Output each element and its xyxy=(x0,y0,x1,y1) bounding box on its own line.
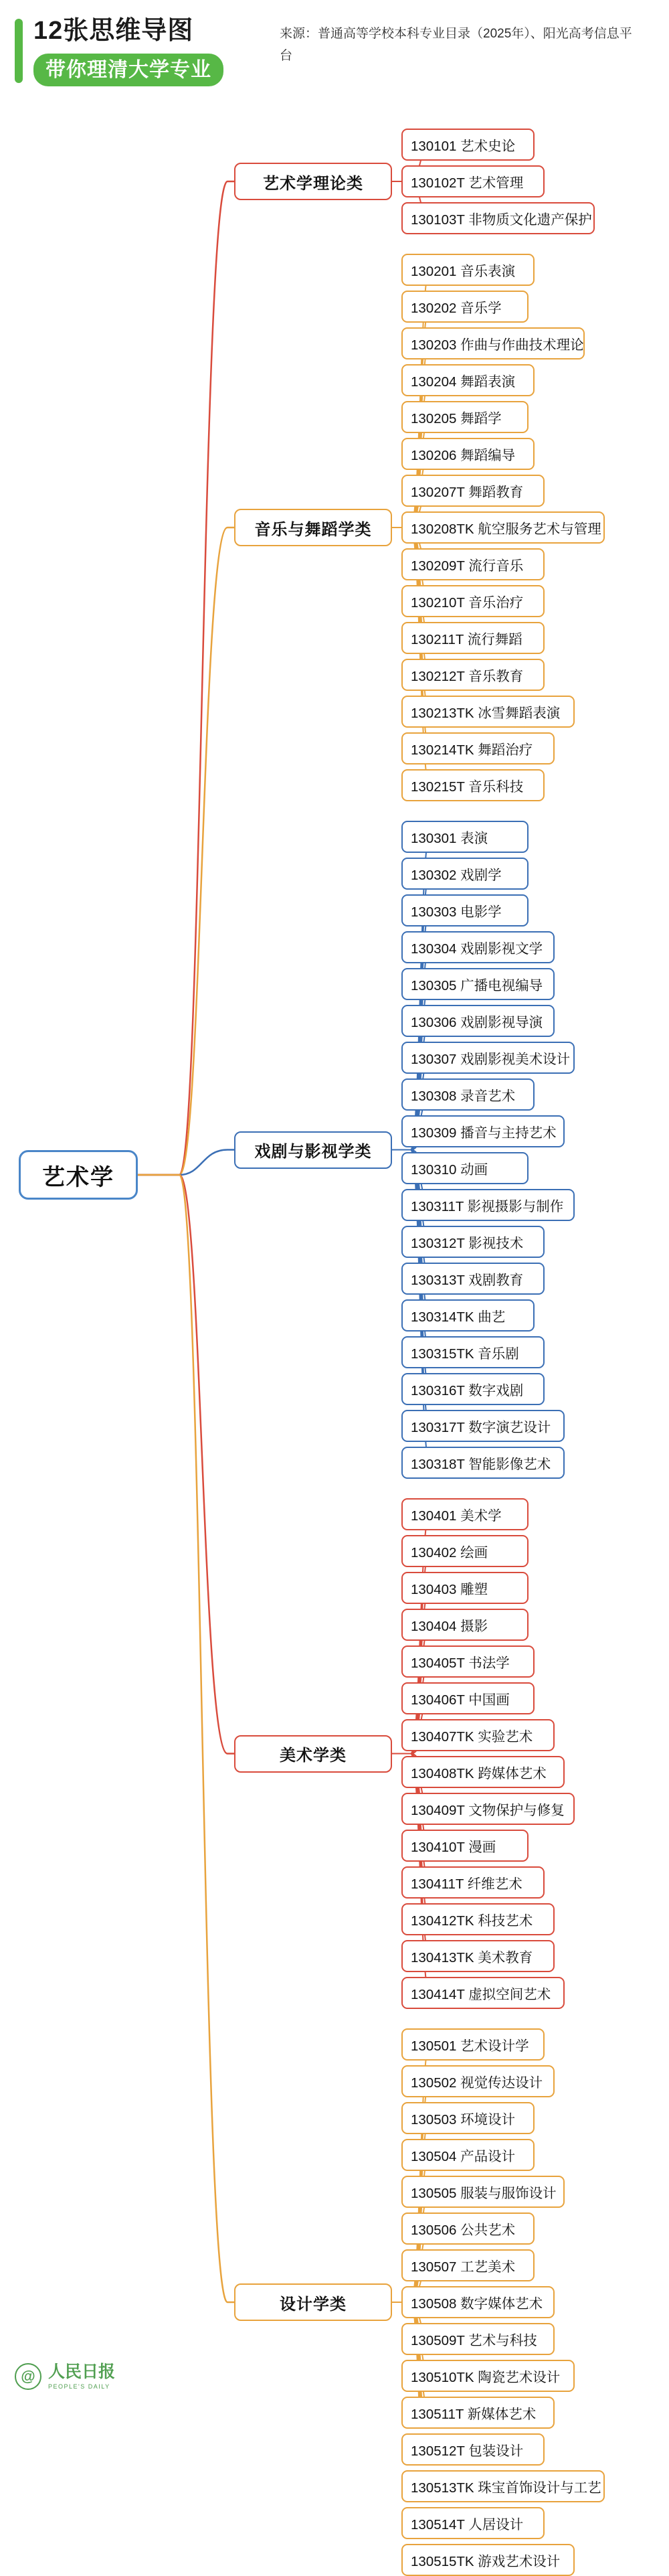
leaf-node: 130316T 数字戏剧 xyxy=(401,1373,545,1405)
headline-primary: 12张思维导图 xyxy=(33,16,194,45)
leaf-node: 130206 舞蹈编导 xyxy=(401,438,535,470)
leaf-node: 130510TK 陶瓷艺术设计 xyxy=(401,2360,575,2392)
root-node: 艺术学 xyxy=(19,1150,138,1200)
leaf-node: 130211T 流行舞蹈 xyxy=(401,622,545,654)
leaf-node: 130213TK 冰雪舞蹈表演 xyxy=(401,696,575,728)
logo-icon: @ xyxy=(15,2363,41,2390)
leaf-node: 130315TK 音乐剧 xyxy=(401,1336,545,1368)
leaf-node: 130317T 数字演艺设计 xyxy=(401,1410,565,1442)
category-node: 设计学类 xyxy=(234,2283,392,2321)
leaf-node: 130514T 人居设计 xyxy=(401,2507,545,2539)
headline-secondary: 带你理清大学专业 xyxy=(33,54,223,86)
leaf-node: 130309 播音与主持艺术 xyxy=(401,1115,565,1147)
leaf-node: 130401 美术学 xyxy=(401,1498,529,1530)
category-node: 艺术学理论类 xyxy=(234,163,392,200)
leaf-node: 130201 音乐表演 xyxy=(401,254,535,286)
leaf-node: 130404 摄影 xyxy=(401,1609,529,1641)
leaf-node: 130311T 影视摄影与制作 xyxy=(401,1189,575,1221)
leaf-node: 130306 戏剧影视导演 xyxy=(401,1005,555,1037)
leaf-node: 130103T 非物质文化遗产保护 xyxy=(401,202,595,234)
leaf-node: 130310 动画 xyxy=(401,1152,529,1184)
leaf-node: 130511T 新媒体艺术 xyxy=(401,2397,555,2429)
leaf-node: 130204 舞蹈表演 xyxy=(401,364,535,396)
leaf-node: 130410T 漫画 xyxy=(401,1830,529,1862)
leaf-node: 130208TK 航空服务艺术与管理 xyxy=(401,511,605,544)
leaf-node: 130403 雕塑 xyxy=(401,1572,529,1604)
leaf-node: 130412TK 科技艺术 xyxy=(401,1903,555,1935)
leaf-node: 130209T 流行音乐 xyxy=(401,548,545,580)
leaf-node: 130314TK 曲艺 xyxy=(401,1299,535,1332)
category-node: 音乐与舞蹈学类 xyxy=(234,509,392,546)
leaf-node: 130101 艺术史论 xyxy=(401,129,535,161)
leaf-node: 130509T 艺术与科技 xyxy=(401,2323,555,2355)
leaf-node: 130308 录音艺术 xyxy=(401,1078,535,1111)
source-note: 来源：普通高等学校本科专业目录（2025年）、阳光高考信息平台 xyxy=(280,27,632,64)
leaf-node: 130407TK 实验艺术 xyxy=(401,1719,555,1751)
leaf-node: 130318T 智能影像艺术 xyxy=(401,1447,565,1479)
leaf-node: 130307 戏剧影视美术设计 xyxy=(401,1042,575,1074)
leaf-node: 130405T 书法学 xyxy=(401,1645,535,1678)
leaf-node: 130302 戏剧学 xyxy=(401,858,529,890)
leaf-node: 130202 音乐学 xyxy=(401,291,529,323)
leaf-node: 130508 数字媒体艺术 xyxy=(401,2286,555,2318)
leaf-node: 130203 作曲与作曲技术理论 xyxy=(401,327,585,359)
leaf-node: 130210T 音乐治疗 xyxy=(401,585,545,617)
leaf-node: 130413TK 美术教育 xyxy=(401,1940,555,1972)
leaf-node: 130303 电影学 xyxy=(401,894,529,927)
leaf-node: 130507 工艺美术 xyxy=(401,2249,535,2281)
leaf-node: 130513TK 珠宝首饰设计与工艺 xyxy=(401,2470,605,2502)
leaf-node: 130506 公共艺术 xyxy=(401,2212,535,2245)
leaf-node: 130505 服装与服饰设计 xyxy=(401,2176,565,2208)
leaf-node: 130409T 文物保护与修复 xyxy=(401,1793,575,1825)
leaf-node: 130402 绘画 xyxy=(401,1535,529,1567)
category-node: 戏剧与影视学类 xyxy=(234,1131,392,1169)
leaf-node: 130102T 艺术管理 xyxy=(401,165,545,197)
leaf-node: 130503 环境设计 xyxy=(401,2102,535,2134)
leaf-node: 130212T 音乐教育 xyxy=(401,659,545,691)
leaf-node: 130501 艺术设计学 xyxy=(401,2028,545,2061)
leaf-node: 130504 产品设计 xyxy=(401,2139,535,2171)
leaf-node: 130414T 虚拟空间艺术 xyxy=(401,1977,565,2009)
leaf-node: 130408TK 跨媒体艺术 xyxy=(401,1756,565,1788)
leaf-node: 130502 视觉传达设计 xyxy=(401,2065,555,2097)
leaf-node: 130304 戏剧影视文学 xyxy=(401,931,555,963)
leaf-node: 130301 表演 xyxy=(401,821,529,853)
leaf-node: 130406T 中国画 xyxy=(401,1682,535,1714)
leaf-node: 130214TK 舞蹈治疗 xyxy=(401,732,555,764)
leaf-node: 130215T 音乐科技 xyxy=(401,769,545,801)
leaf-node: 130515TK 游戏艺术设计 xyxy=(401,2544,575,2576)
leaf-node: 130205 舞蹈学 xyxy=(401,401,529,433)
publisher-logo xyxy=(15,2363,115,2390)
leaf-node: 130512T 包装设计 xyxy=(401,2433,545,2466)
leaf-node: 130312T 影视技术 xyxy=(401,1226,545,1258)
leaf-node: 130305 广播电视编导 xyxy=(401,968,555,1000)
category-node: 美术学类 xyxy=(234,1735,392,1773)
leaf-node: 130207T 舞蹈教育 xyxy=(401,475,545,507)
leaf-node: 130313T 戏剧教育 xyxy=(401,1263,545,1295)
publisher-name-cn: 人民日报 xyxy=(48,2362,116,2381)
publisher-name-en: PEOPLE'S DAILY xyxy=(48,2383,110,2390)
leaf-node: 130411T 纤维艺术 xyxy=(401,1866,545,1899)
